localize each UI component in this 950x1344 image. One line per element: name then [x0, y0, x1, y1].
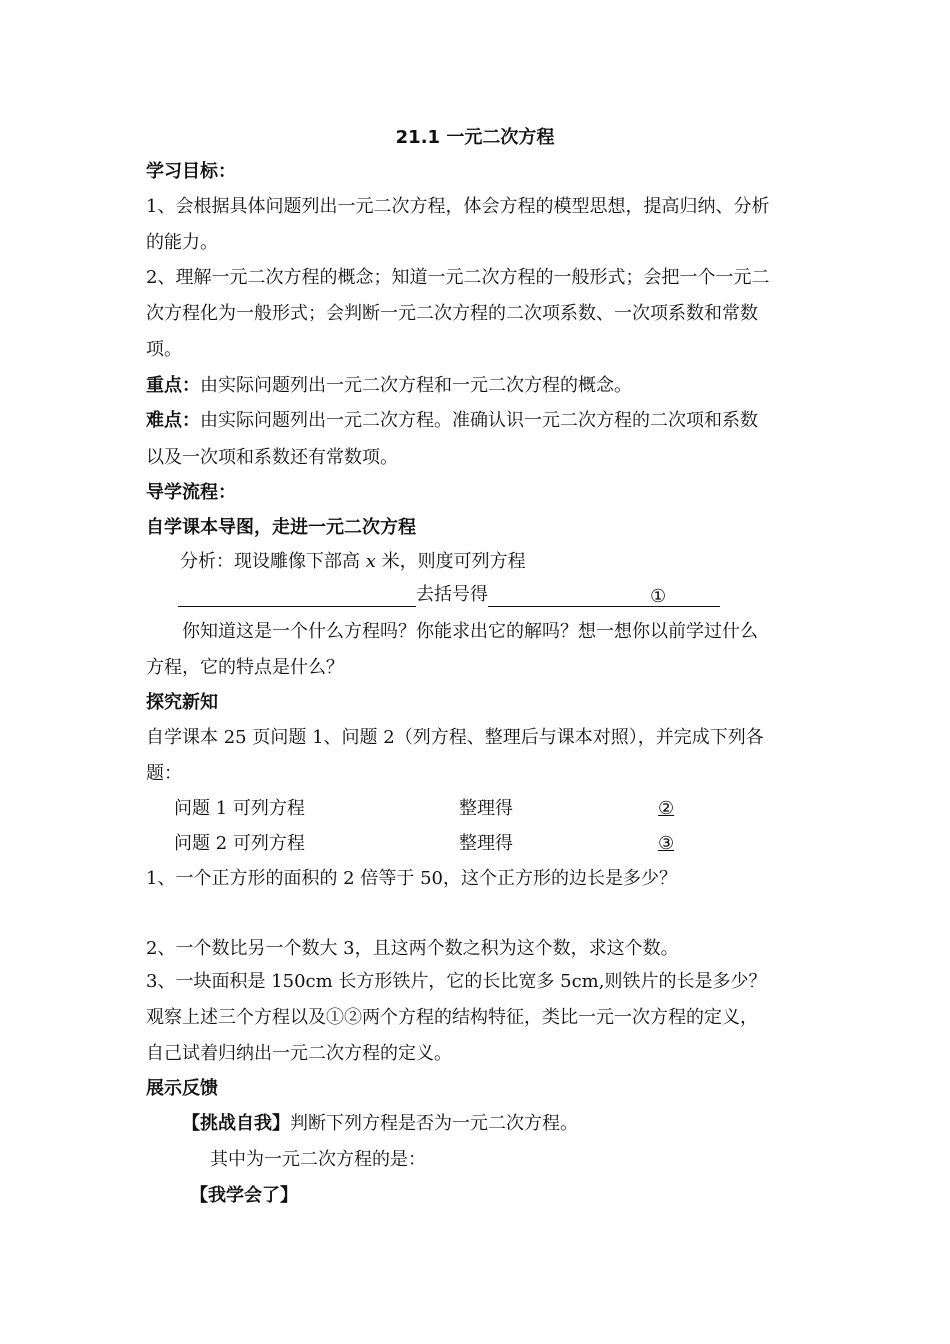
circle-2: ② — [658, 798, 675, 819]
circle-1: ① — [650, 586, 667, 607]
problem-2-tidy: 整理得 — [459, 833, 513, 854]
learned-heading: 【我学会了】 — [190, 1185, 298, 1206]
challenge-bracket: 【挑战自我】 — [182, 1113, 290, 1134]
observe-line-1: 观察上述三个方程以及①②两个方程的结构特征，类比一元一次方程的定义， — [146, 1007, 758, 1028]
difficulty-text-line-2: 以及一次项和系数还有常数项。 — [146, 447, 398, 468]
feedback-heading: 展示反馈 — [146, 1078, 218, 1099]
objective-2-line-1: 2、理解一元二次方程的概念；知道一元二次方程的一般形式；会把一个一元二 — [146, 267, 770, 288]
circle-3: ③ — [658, 833, 675, 854]
expand-label: 去括号得 — [416, 584, 488, 605]
explore-intro-line-1: 自学课本 25 页问题 1、问题 2（列方程、整理后与课本对照），并完成下列各 — [146, 727, 764, 748]
challenge-row — [182, 1112, 578, 1136]
guide-sub-heading: 自学课本导图，走进一元二次方程 — [146, 517, 416, 538]
key-point-row — [146, 374, 632, 398]
analysis-prefix: 分析：现设雕像下部高 — [180, 551, 366, 572]
difficulty-row — [146, 409, 758, 433]
guide-heading: 导学流程： — [146, 482, 236, 503]
problem-1-label: 问题 1 可列方程 — [174, 798, 305, 819]
problem-3-text: 3、一块面积是 150cm 长方形铁片，它的长比宽多 5cm,则铁片的长是多少？ — [146, 971, 767, 992]
explore-heading: 探究新知 — [146, 692, 218, 713]
problem-1-tidy: 整理得 — [459, 798, 513, 819]
problem-2-text: 2、一个数比另一个数大 3，且这两个数之积为这个数，求这个数。 — [146, 938, 679, 959]
equation-blank[interactable] — [178, 586, 416, 607]
objective-2-line-3: 项。 — [146, 339, 182, 360]
analysis-line — [180, 550, 526, 574]
explore-intro-line-2: 题： — [146, 763, 182, 784]
objectives-heading: 学习目标： — [146, 161, 236, 182]
challenge-text: 判断下列方程是否为一元二次方程。 — [290, 1113, 578, 1134]
objective-1-line-2: 的能力。 — [146, 232, 218, 253]
problem-2-label: 问题 2 可列方程 — [174, 833, 305, 854]
difficulty-label: 难点： — [146, 410, 200, 431]
key-point-label: 重点： — [146, 375, 200, 396]
analysis-suffix: 米，则度可列方程 — [375, 551, 526, 572]
equation-line — [178, 583, 720, 607]
expanded-blank[interactable] — [488, 586, 720, 607]
problem-1-text: 1、一个正方形的面积的 2 倍等于 50，这个正方形的边长是多少？ — [146, 868, 677, 889]
objective-2-line-2: 次方程化为一般形式；会判断一元二次方程的二次项系数、一次项系数和常数 — [146, 303, 758, 324]
among-text: 其中为一元二次方程的是： — [210, 1149, 426, 1170]
page-title: 21.1 一元二次方程 — [395, 127, 555, 148]
question-line-2: 方程，它的特点是什么？ — [146, 657, 344, 678]
difficulty-text-line-1: 由实际问题列出一元二次方程。准确认识一元二次方程的二次项和系数 — [200, 410, 758, 431]
objective-1-line-1: 1、会根据具体问题列出一元二次方程，体会方程的模型思想，提高归纳、分析 — [146, 196, 770, 217]
observe-line-2: 自己试着归纳出一元二次方程的定义。 — [146, 1043, 452, 1064]
key-point-text: 由实际问题列出一元二次方程和一元二次方程的概念。 — [200, 375, 632, 396]
question-line-1: 你知道这是一个什么方程吗？你能求出它的解吗？想一想你以前学过什么 — [182, 621, 758, 642]
analysis-variable: x — [365, 551, 376, 572]
